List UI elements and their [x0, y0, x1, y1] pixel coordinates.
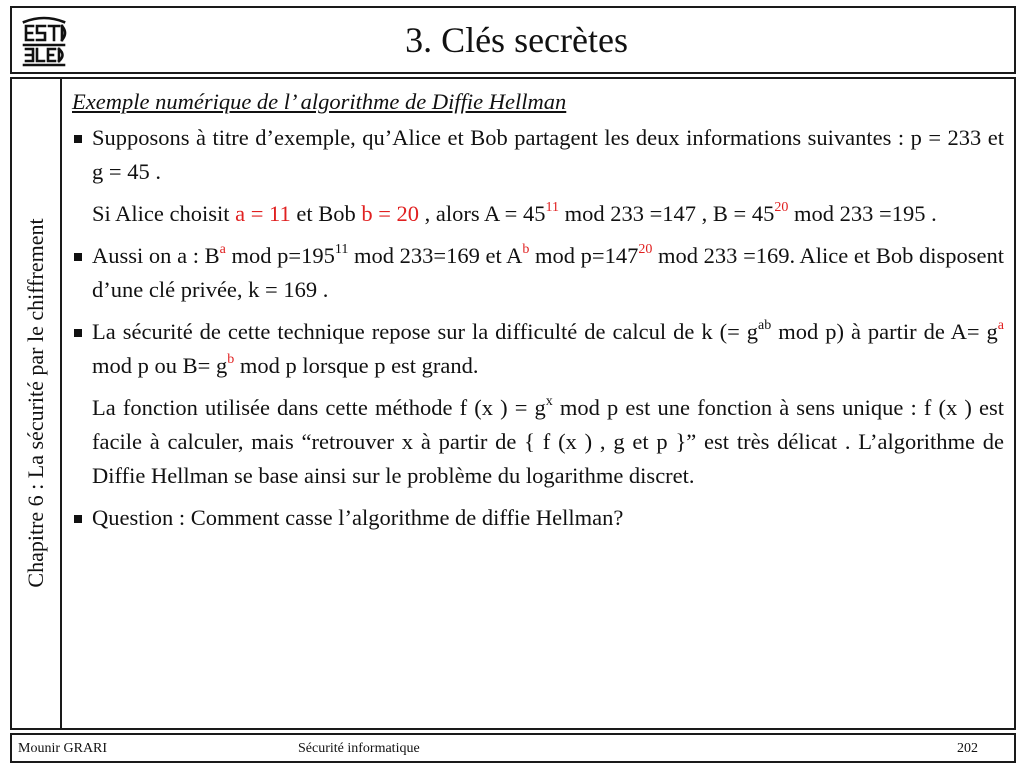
alice-secret: a = 11 — [235, 201, 291, 226]
paragraph-one-way-function: La fonction utilisée dans cette méthode f (x ) = $g^x$ mod p est une fonction à sens unique : f (x ) est facile à calculer, mais “retrouver x à partir de { f (x ) , g et p }” est très délicat . L’algorithme de Diffie Hellman se base ainsi sur le problème du logarithme discret. — [92, 393, 1004, 488]
paragraph-example-values: Si Alice choisit a = 11 et Bob b = 20 , alors $A = 45^{11}$ mod 233 =147 , $B = 45^{20}$ mod 233 =195 . — [92, 199, 937, 226]
footer-course: Sécurité informatique — [298, 741, 420, 756]
slide-header — [10, 6, 1016, 74]
section-heading: Exemple numérique de l’ algorithme de Diffie Hellman — [72, 89, 567, 114]
chapter-label: Chapitre 6 : La sécurité par le chiffrement — [23, 218, 48, 588]
bullet-1: Supposons à titre d’exemple, qu’Alice et Bob partagent les deux informations suivantes : p = 233 et g = 45 . — [72, 121, 1004, 189]
bullet-4: Question : Comment casse l’algorithme de diffie Hellman? — [72, 501, 1004, 535]
slide-title: 3. Clés secrètes — [405, 20, 628, 60]
slide-footer — [10, 733, 1016, 763]
slide-content — [72, 85, 1004, 543]
bob-secret: b = 20 — [361, 201, 420, 226]
chapter-band — [12, 79, 62, 728]
bullet-2: Aussi on a : $B^a$ mod $p=195^{11}$ mod 233=169 et $A^b$ mod $p=147^{20}$ mod 233 =169. Alice et Bob disposent d’une clé privée, k = 169 . — [72, 239, 1004, 307]
school-logo — [18, 14, 70, 68]
slide-body — [10, 77, 1016, 730]
footer-author: Mounir GRARI — [18, 741, 108, 756]
bullet-3: La sécurité de cette technique repose sur la difficulté de calcul de k (= $g^{ab}$ mod p) à partir de $A= g^a$ mod p ou $B= g^b$ mod p lorsque p est grand. — [72, 315, 1004, 383]
footer-page-number: 202 — [957, 741, 978, 756]
